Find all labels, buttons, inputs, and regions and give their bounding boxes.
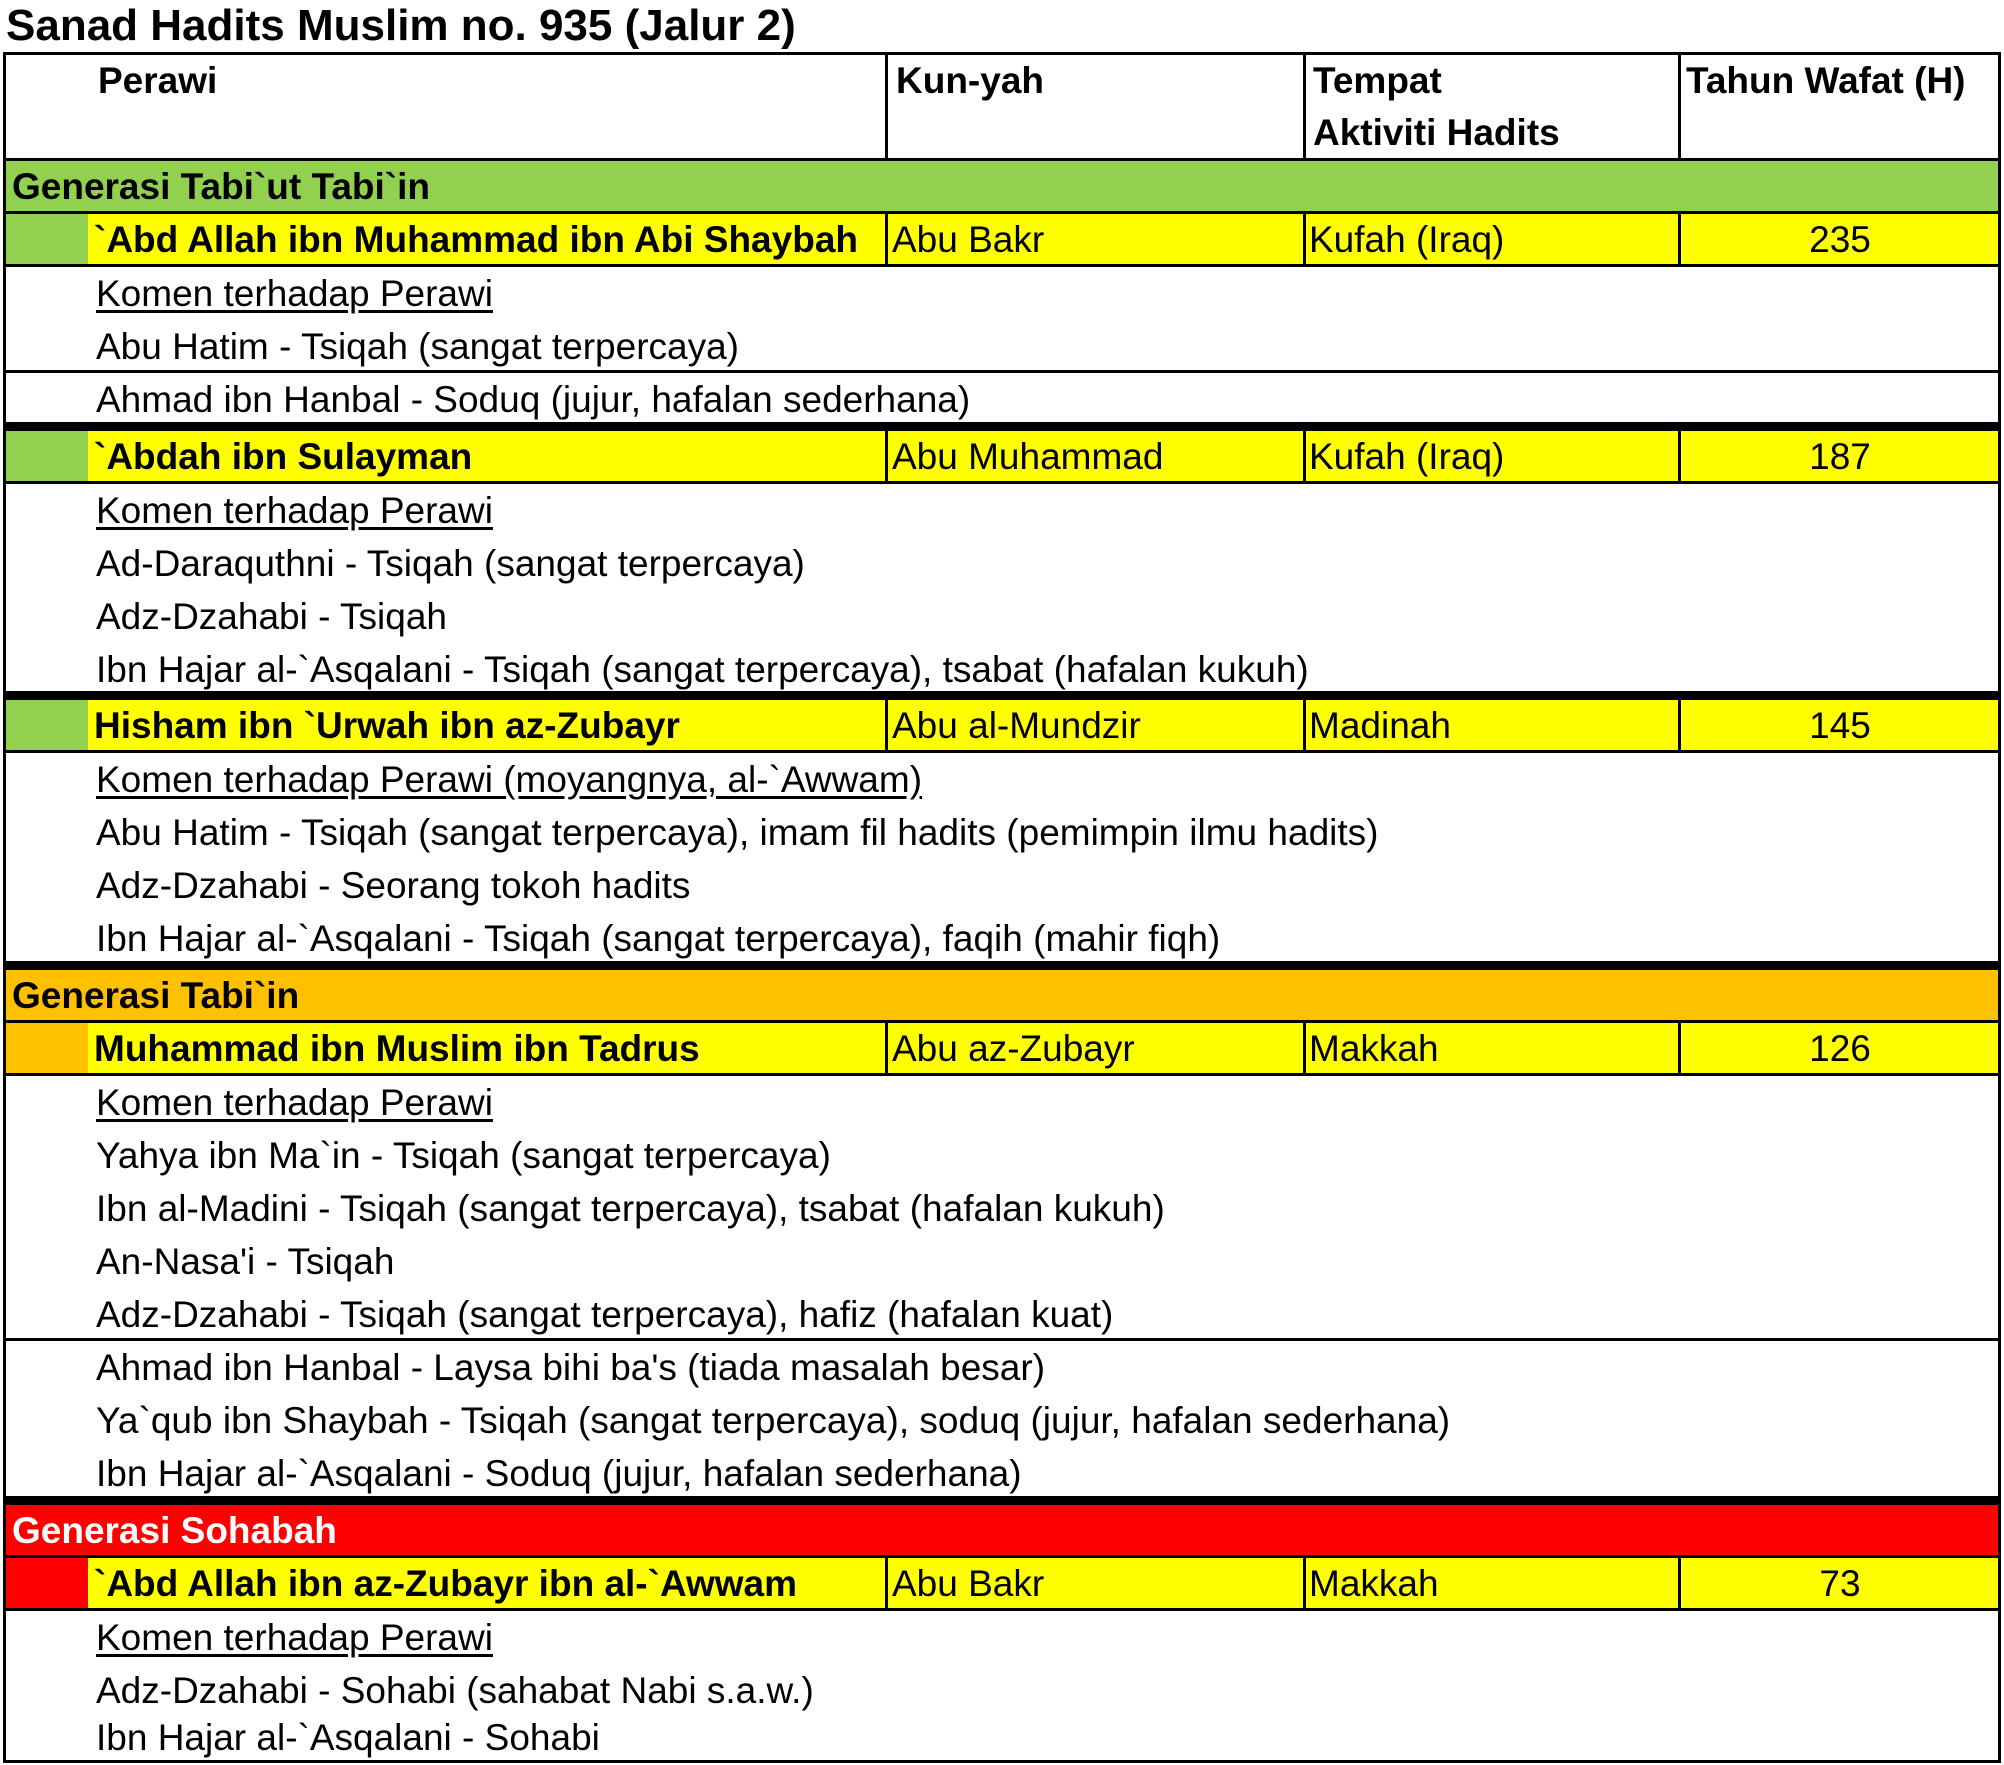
narrator-row	[6, 214, 1998, 267]
comment-line: Ahmad ibn Hanbal - Soduq (jujur, hafalan sederhana)	[96, 379, 971, 420]
comment-line: Ibn Hajar al-`Asqalani - Tsiqah (sangat terpercaya), faqih (mahir fiqh)	[96, 918, 1221, 959]
narrator-tahun: 187	[1809, 436, 1871, 477]
narrator-row	[6, 1558, 1998, 1611]
generation-label: Generasi Tabi`in	[12, 975, 300, 1016]
comment-line: Adz-Dzahabi - Tsiqah	[96, 596, 447, 637]
narrator-tempat: Makkah	[1309, 1028, 1439, 1069]
narrator-row	[6, 431, 1998, 484]
header-tempat-line2: Aktiviti Hadits	[1313, 112, 1560, 153]
narrator-name: Muhammad ibn Muslim ibn Tadrus	[94, 1028, 700, 1069]
narrator-tahun: 126	[1809, 1028, 1871, 1069]
comment-heading: Komen terhadap Perawi	[96, 1617, 493, 1658]
narrator-kunyah: Abu al-Mundzir	[892, 705, 1141, 746]
generation-tabiut-tabiin	[6, 161, 1998, 214]
generation-tabiin	[6, 970, 1998, 1023]
comment-heading: Komen terhadap Perawi (moyangnya, al-`Awwam)	[96, 759, 923, 800]
narrator-kunyah: Abu az-Zubayr	[892, 1028, 1135, 1069]
narrator-name: Hisham ibn `Urwah ibn az-Zubayr	[94, 705, 680, 746]
narrator-kunyah: Abu Muhammad	[892, 436, 1164, 477]
comment-line: Ahmad ibn Hanbal - Laysa bihi ba's (tiada masalah besar)	[96, 1347, 1046, 1388]
comment-heading: Komen terhadap Perawi	[96, 273, 493, 314]
comment-line: Ibn Hajar al-`Asqalani - Soduq (jujur, hafalan sederhana)	[96, 1453, 1022, 1494]
generation-swatch	[6, 700, 88, 750]
header-tahun: Tahun Wafat (H)	[1686, 60, 1966, 101]
narrator-row	[6, 700, 1998, 753]
narrator-kunyah: Abu Bakr	[892, 1563, 1045, 1604]
narrator-row	[6, 1023, 1998, 1076]
narrator-tempat: Kufah (Iraq)	[1309, 219, 1505, 260]
comment-line: An-Nasa'i - Tsiqah	[96, 1241, 395, 1282]
generation-swatch	[6, 1023, 88, 1073]
comment-line: Yahya ibn Ma`in - Tsiqah (sangat terpercaya)	[96, 1135, 831, 1176]
narrator-kunyah: Abu Bakr	[892, 219, 1045, 260]
header-perawi: Perawi	[98, 60, 218, 101]
generation-label: Generasi Tabi`ut Tabi`in	[12, 166, 431, 207]
comment-line: Adz-Dzahabi - Seorang tokoh hadits	[96, 865, 691, 906]
comment-heading: Komen terhadap Perawi	[96, 1082, 493, 1123]
narrator-tempat: Madinah	[1309, 705, 1451, 746]
narrator-name: `Abdah ibn Sulayman	[94, 436, 473, 477]
comment-line: Ad-Daraquthni - Tsiqah (sangat terpercaya)	[96, 543, 805, 584]
sheet-title: Sanad Hadits Muslim no. 935 (Jalur 2)	[6, 1, 796, 50]
narrator-name: `Abd Allah ibn Muhammad ibn Abi Shaybah	[94, 219, 858, 260]
generation-sohabah	[6, 1505, 1998, 1558]
narrator-tempat: Kufah (Iraq)	[1309, 436, 1505, 477]
comment-line: Abu Hatim - Tsiqah (sangat terpercaya), imam fil hadits (pemimpin ilmu hadits)	[96, 812, 1379, 853]
header-kunyah: Kun-yah	[896, 60, 1044, 101]
comment-line: Adz-Dzahabi - Tsiqah (sangat terpercaya), hafiz (hafalan kuat)	[6, 1288, 1998, 1341]
comment-line: Adz-Dzahabi - Sohabi (sahabat Nabi s.a.w.)	[96, 1670, 814, 1711]
generation-swatch	[6, 214, 88, 264]
generation-label: Generasi Sohabah	[12, 1510, 337, 1551]
comment-line: Abu Hatim - Tsiqah (sangat terpercaya)	[6, 320, 1998, 373]
narrator-tahun: 73	[1819, 1563, 1861, 1604]
generation-swatch	[6, 431, 88, 481]
header-tempat	[1309, 55, 1679, 158]
header-tempat-line1: Tempat	[1313, 60, 1442, 101]
comment-line: Ya`qub ibn Shaybah - Tsiqah (sangat terpercaya), soduq (jujur, hafalan sederhana)	[96, 1400, 1451, 1441]
narrator-tahun: 235	[1809, 219, 1871, 260]
narrator-tempat: Makkah	[1309, 1563, 1439, 1604]
sanad-table	[3, 52, 2001, 1763]
header-row	[6, 55, 1998, 161]
generation-swatch	[6, 1558, 88, 1608]
comment-line: Ibn al-Madini - Tsiqah (sangat terpercaya), tsabat (hafalan kukuh)	[96, 1188, 1165, 1229]
narrator-tahun: 145	[1809, 705, 1871, 746]
comment-line: Ibn Hajar al-`Asqalani - Sohabi	[96, 1717, 600, 1758]
comment-heading: Komen terhadap Perawi	[96, 490, 493, 531]
narrator-name: `Abd Allah ibn az-Zubayr ibn al-`Awwam	[94, 1563, 798, 1604]
comment-line: Ibn Hajar al-`Asqalani - Tsiqah (sangat terpercaya), tsabat (hafalan kukuh)	[96, 649, 1309, 690]
